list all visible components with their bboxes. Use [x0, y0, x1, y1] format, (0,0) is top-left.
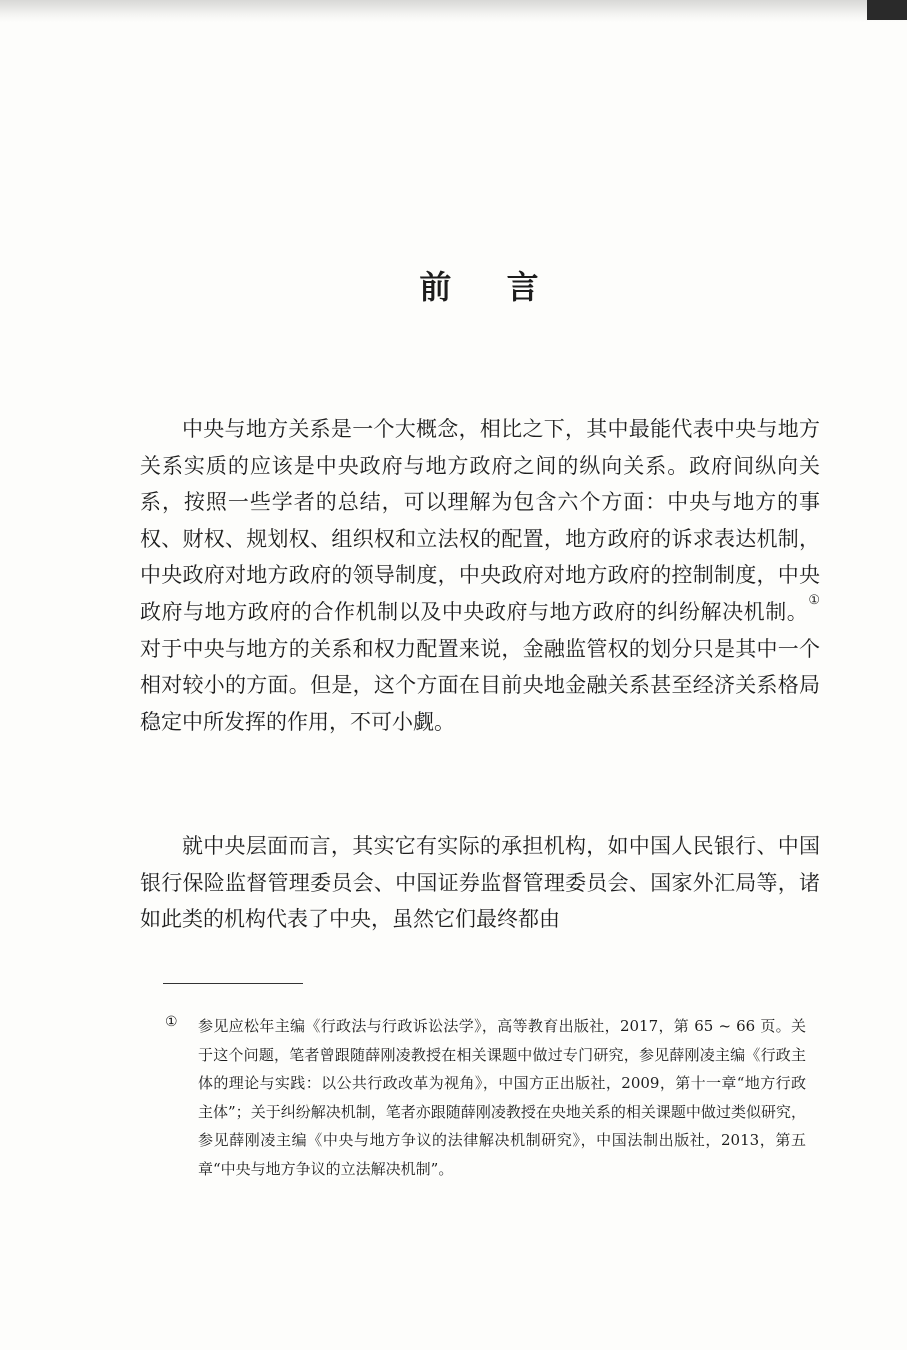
scan-edge [0, 0, 907, 22]
paragraph-1 [140, 411, 820, 740]
paragraph-1-text: 中央与地方关系是一个大概念，相比之下，其中最能代表中央与地方关系实质的应该是中央政府与地方政府之间的纵向关系。政府间纵向关系，按照一些学者的总结，可以理解为包含六个方面：中央与地方的事权、财权、规划权、组织权和立法权的配置，地方政府的诉求表达机制，中央政府对地方政府的领导制度，中央政府对地方政府的控制制度，中央政府与地方政府的合作机制以及中央政府与地方政府的纠纷解决机制。 [140, 417, 820, 624]
paragraph-1-text-after: 对于中央与地方的关系和权力配置来说，金融监管权的划分只是其中一个相对较小的方面。但是，这个方面在目前央地金融关系甚至经济关系格局稳定中所发挥的作用，不可小觑。 [140, 636, 820, 734]
footnote-text: 参见应松年主编《行政法与行政诉讼法学》，高等教育出版社，2017，第 65 ~ 66 页。关于这个问题，笔者曾跟随薛刚凌教授在相关课题中做过专门研究，参见薛刚凌主编《行政主体的理论与实践：以公共行政改革为视角》，中国方正出版社，2009，第十一章“地方行政主体”；关于纠纷解决机制，笔者亦跟随薛刚凌教授在央地关系的相关课题中做过类似研究，参见薛刚凌主编《中央与地方争议的法律解决机制研究》，中国法制出版社，2013，第五章“中央与地方争议的立法解决机制”。 [198, 1017, 806, 1178]
page-title: 前 言 [419, 268, 561, 306]
scan-corner [867, 0, 907, 20]
footnote-ref[interactable]: ① [808, 592, 820, 608]
footnote-mark: ① [165, 1014, 178, 1030]
paragraph-2: 就中央层面而言，其实它有实际的承担机构，如中国人民银行、中国银行保险监督管理委员会、中国证券监督管理委员会、国家外汇局等，诸如此类的机构代表了中央，虽然它们最终都由 [140, 834, 820, 932]
footnote-divider [163, 983, 303, 984]
